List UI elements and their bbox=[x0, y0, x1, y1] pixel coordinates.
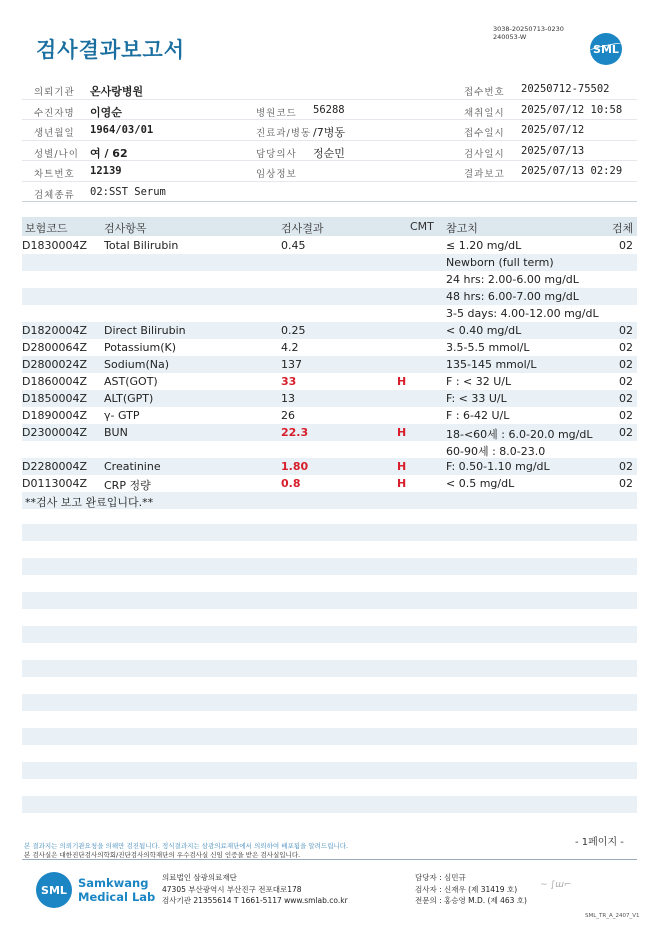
cell-spec: 02 bbox=[619, 426, 633, 439]
cell-item: γ- GTP bbox=[104, 409, 140, 422]
form-code: SML_TR_A_2407_V1 bbox=[585, 913, 640, 919]
hospital-code-label: 병원코드 bbox=[256, 107, 297, 119]
dob-value: 1964/03/01 bbox=[90, 124, 154, 136]
cell-ref: F : < 32 U/L bbox=[446, 375, 512, 388]
info-row bbox=[22, 141, 637, 162]
hospital-label: 의뢰기관 bbox=[34, 87, 75, 98]
receipt-no-label: 접수번호 bbox=[464, 87, 505, 98]
cell-spec: 02 bbox=[619, 358, 633, 371]
table-row bbox=[22, 356, 637, 373]
empty-row bbox=[22, 728, 637, 745]
cell-spec: 02 bbox=[619, 239, 633, 252]
footer-brand bbox=[78, 876, 155, 904]
document-code-line-1: 3038-20250713-0230 bbox=[493, 25, 564, 33]
cell-ref: 135-145 mmol/L bbox=[446, 358, 537, 371]
cell-spec: 02 bbox=[619, 392, 633, 405]
sml-logo: SML bbox=[590, 33, 622, 65]
org-name: 의료법인 삼광의료재단 bbox=[162, 873, 237, 882]
address: 47305 부산광역시 부산진구 전포대로178 bbox=[162, 884, 302, 894]
clinical-info-label: 임상정보 bbox=[256, 169, 297, 180]
col-result: 검사결과 bbox=[281, 222, 324, 235]
cell-code: D2300004Z bbox=[22, 426, 87, 439]
chart-no-value: 12139 bbox=[90, 165, 122, 177]
cell-item: AST(GOT) bbox=[104, 375, 158, 388]
cell-item: BUN bbox=[104, 426, 128, 439]
table-row bbox=[22, 475, 637, 492]
table-row bbox=[22, 288, 637, 305]
table-row bbox=[22, 441, 637, 458]
cell-flag: H bbox=[397, 375, 407, 388]
table-row bbox=[22, 305, 637, 322]
sex-age-value: 여 / 62 bbox=[90, 146, 128, 160]
empty-row bbox=[22, 762, 637, 779]
signature-mark: ~ ∫ɯ⌐ bbox=[540, 880, 572, 890]
cell-ref: 60-90세 : 8.0-23.0 bbox=[446, 445, 546, 458]
cell-item: Direct Bilirubin bbox=[104, 324, 186, 337]
info-row bbox=[22, 120, 637, 141]
cell-ref: ≤ 1.20 mg/dL bbox=[446, 239, 522, 252]
cell-code: D1830004Z bbox=[22, 239, 87, 252]
cell-code: D2800024Z bbox=[22, 358, 87, 371]
name-label: 수진자명 bbox=[34, 107, 75, 119]
cell-spec: 02 bbox=[619, 375, 633, 388]
empty-row bbox=[22, 694, 637, 711]
table-row bbox=[22, 492, 637, 509]
cell-flag: H bbox=[397, 426, 407, 439]
footer-note-2: 본 검사실은 대한진단검사의학회/진단검사의학재단의 우수검사실 신임 인증을 받은 검사실입니다. bbox=[24, 851, 301, 859]
cell-code: D2280004Z bbox=[22, 460, 87, 473]
reported-value: 2025/07/13 02:29 bbox=[521, 165, 623, 177]
footer-note-1: 본 결과지는 의뢰기관요청을 의해만 검진됩니다. 정식결과지는 삼광의료재단에서 의뢰하여 배포됨을 알려드립니다. bbox=[24, 842, 349, 850]
cell-ref: F: < 33 U/L bbox=[446, 392, 507, 405]
cell-code: D2800064Z bbox=[22, 341, 87, 354]
cell-result: 22.3 bbox=[281, 426, 309, 439]
cell-spec: 02 bbox=[619, 409, 633, 422]
cell-result: 0.25 bbox=[281, 324, 306, 337]
footer-staff bbox=[415, 872, 527, 907]
col-test-item: 검사항목 bbox=[104, 222, 147, 235]
cell-spec: 02 bbox=[619, 477, 633, 490]
cell-spec: 02 bbox=[619, 324, 633, 337]
cell-ref: 3-5 days: 4.00-12.00 mg/dL bbox=[446, 307, 599, 320]
cell-result: 13 bbox=[281, 392, 295, 405]
cell-result: 0.45 bbox=[281, 239, 306, 252]
ward-label: 진료과/병동 bbox=[256, 128, 312, 139]
cell-ref: 18-<60세 : 6.0-20.0 mg/dL bbox=[446, 428, 593, 441]
cell-code: D1820004Z bbox=[22, 324, 87, 337]
cell-ref: < 0.5 mg/dL bbox=[446, 477, 515, 490]
cell-item: Potassium(K) bbox=[104, 341, 177, 354]
info-row bbox=[22, 182, 637, 203]
cell-ref: 24 hrs: 2.00-6.00 mg/dL bbox=[446, 273, 579, 286]
col-reference: 참고치 bbox=[446, 222, 478, 235]
cell-flag: H bbox=[397, 460, 407, 473]
collected-label: 채취일시 bbox=[464, 107, 505, 119]
cell-flag: H bbox=[397, 477, 407, 490]
table-row bbox=[22, 322, 637, 339]
col-insurance-code: 보험코드 bbox=[25, 222, 68, 235]
cell-result: 26 bbox=[281, 409, 295, 422]
info-row bbox=[22, 79, 637, 100]
received-label: 접수일시 bbox=[464, 128, 505, 139]
page-number: - 1페이지 - bbox=[575, 837, 624, 848]
report-label: 결과보고 bbox=[464, 169, 505, 180]
table-row bbox=[22, 407, 637, 424]
empty-row bbox=[22, 626, 637, 643]
staff-manager: 담당자 : 심민규 bbox=[415, 873, 466, 882]
empty-row bbox=[22, 592, 637, 609]
results-table-header bbox=[22, 217, 637, 236]
cell-item: Total Bilirubin bbox=[104, 239, 179, 252]
cell-result: 33 bbox=[281, 375, 297, 388]
specimen-value: 02:SST Serum bbox=[90, 185, 166, 198]
cell-code: D1860004Z bbox=[22, 375, 87, 388]
cell-item: Creatinine bbox=[104, 460, 161, 473]
table-row bbox=[22, 424, 637, 441]
empty-row bbox=[22, 796, 637, 813]
table-row bbox=[22, 373, 637, 390]
table-row bbox=[22, 237, 637, 254]
cell-ref: < 0.40 mg/dL bbox=[446, 324, 522, 337]
patient-info bbox=[22, 79, 637, 202]
hospital-code-value: 56288 bbox=[313, 103, 345, 116]
cell-result: 1.80 bbox=[281, 460, 309, 473]
doctor-value: 정순민 bbox=[313, 146, 345, 160]
table-row bbox=[22, 458, 637, 475]
footer-address bbox=[162, 872, 348, 907]
empty-row bbox=[22, 524, 637, 541]
footer-sml-logo: SML bbox=[36, 872, 72, 908]
cell-item: Sodium(Na) bbox=[104, 358, 169, 371]
collected-value: 2025/07/12 10:58 bbox=[521, 103, 623, 116]
dob-label: 생년월일 bbox=[34, 128, 75, 139]
cell-ref: F: 0.50-1.10 mg/dL bbox=[446, 460, 550, 473]
ward-value: /7병동 bbox=[313, 126, 345, 139]
cell-ref: Newborn (full term) bbox=[446, 256, 554, 269]
cell-ref: 48 hrs: 6.00-7.00 mg/dL bbox=[446, 290, 579, 303]
cell-result: 0.8 bbox=[281, 477, 301, 490]
cell-item: CRP 정량 bbox=[104, 479, 151, 492]
cell-spec: 02 bbox=[619, 460, 633, 473]
cell-spec: 02 bbox=[619, 341, 633, 354]
document-code-line-2: 240053-W bbox=[493, 33, 527, 41]
sex-age-label: 성별/나이 bbox=[34, 148, 79, 160]
cell-item: ALT(GPT) bbox=[104, 392, 154, 405]
cell-ref: F : 6-42 U/L bbox=[446, 409, 510, 422]
col-cmt: CMT bbox=[410, 220, 434, 233]
results-table-body bbox=[22, 237, 637, 509]
hospital-value: 온사랑병원 bbox=[90, 85, 144, 98]
info-row bbox=[22, 161, 637, 182]
table-row bbox=[22, 390, 637, 407]
specimen-label: 검체종류 bbox=[34, 189, 75, 201]
empty-row bbox=[22, 660, 637, 677]
brand-line-1: Samkwang bbox=[78, 876, 149, 890]
cell-code: D0113004Z bbox=[22, 477, 87, 490]
footer-divider bbox=[22, 859, 637, 860]
brand-line-2: Medical Lab bbox=[78, 890, 156, 904]
tested-value: 2025/07/13 bbox=[521, 144, 585, 157]
col-specimen: 검체 bbox=[612, 222, 634, 235]
table-row bbox=[22, 339, 637, 356]
tested-label: 검사일시 bbox=[464, 148, 505, 160]
cell-code: D1890004Z bbox=[22, 409, 87, 422]
received-value: 2025/07/12 bbox=[521, 124, 585, 136]
receipt-no-value: 20250712-75502 bbox=[521, 83, 610, 95]
chart-no-label: 차트번호 bbox=[34, 169, 75, 180]
page-title: 검사결과보고서 bbox=[36, 38, 186, 62]
info-row bbox=[22, 100, 637, 121]
cell-result: 137 bbox=[281, 358, 302, 371]
doctor-label: 담당의사 bbox=[256, 148, 297, 160]
cell-code: D1850004Z bbox=[22, 392, 87, 405]
table-row bbox=[22, 254, 637, 271]
staff-specialist: 전문의 : 홍승영 M.D. (제 463 호) bbox=[415, 896, 527, 905]
staff-tester: 검사자 : 신재우 (제 31419 호) bbox=[415, 884, 518, 894]
contact: 검사기관 21355614 T 1661-5117 www.smlab.co.kr bbox=[162, 896, 348, 905]
document-code bbox=[493, 25, 564, 41]
name-value: 이영순 bbox=[90, 105, 122, 119]
cell-code: **검사 보고 완료입니다.** bbox=[25, 496, 154, 509]
cell-ref: 3.5-5.5 mmol/L bbox=[446, 341, 530, 354]
empty-row bbox=[22, 558, 637, 575]
cell-result: 4.2 bbox=[281, 341, 299, 354]
table-row bbox=[22, 271, 637, 288]
